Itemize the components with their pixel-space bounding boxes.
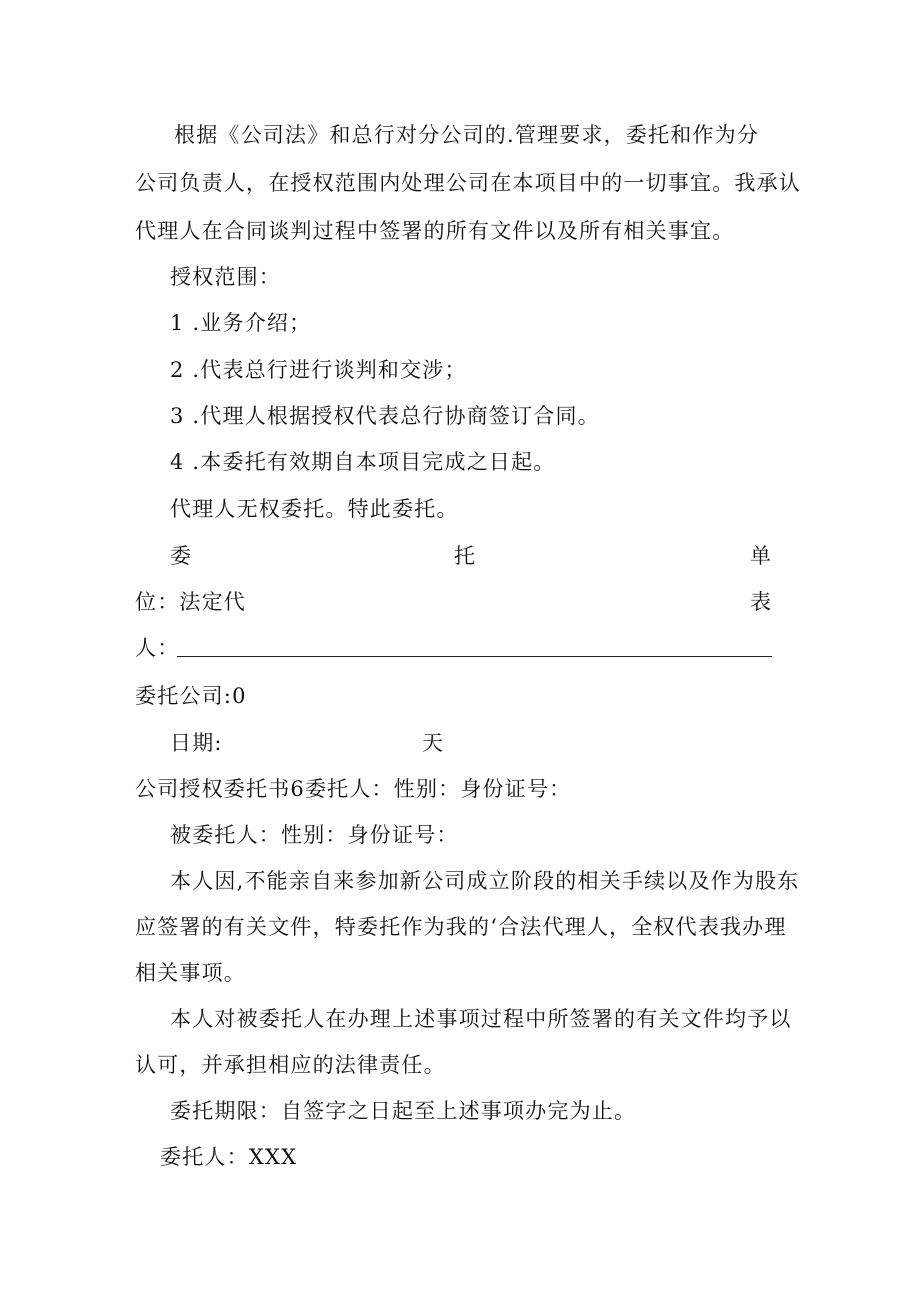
scope-item-4: 4 .本委托有效期自本项目完成之日起。 <box>170 450 556 474</box>
section2-heading-line: 公司授权委托书6委托人：性别：身份证号： <box>135 777 572 801</box>
unit-line-2-right: 表 <box>750 590 773 614</box>
scope-heading: 授权范围： <box>170 265 281 289</box>
no-subdelegation-line: 代理人无权委托。特此委托。 <box>170 497 459 521</box>
unit-char-2: 托 <box>454 544 477 568</box>
intro-line-1: 根据《公司法》和总行对分公司的.管理要求，委托和作为分 <box>174 123 760 147</box>
term-line: 委托期限：自签字之日起至上述事项办完为止。 <box>170 1099 637 1123</box>
section2-para1-line-1: 本人因,不能亲自来参加新公司成立阶段的相关手续以及作为股东 <box>170 869 800 893</box>
day-label: 天 <box>422 731 445 755</box>
principal-line: 委托人：XXX <box>160 1145 298 1169</box>
unit-char-1: 委 <box>170 544 193 568</box>
section2-para2-line-2: 认可，并承担相应的法律责任。 <box>135 1053 446 1077</box>
company-label: 委托公司:0 <box>135 684 247 708</box>
unit-char-3: 单 <box>750 544 773 568</box>
signature-blank-line <box>177 656 772 657</box>
intro-line-3: 代理人在合同谈判过程中签署的所有文件以及所有相关事宜。 <box>135 219 735 243</box>
section2-para1-line-2: 应签署的有关文件，特委托作为我的‘合法代理人，全权代表我办理 <box>135 915 787 939</box>
section2-para2-line-1: 本人对被委托人在办理上述事项过程中所签署的有关文件均予以 <box>170 1007 792 1031</box>
unit-line-2-left: 位：法定代 <box>135 590 246 614</box>
trustee-line: 被委托人：性别：身份证号： <box>170 823 459 847</box>
scope-item-1: 1 .业务介绍； <box>170 311 312 335</box>
section2-para1-line-3: 相关事项。 <box>135 961 246 985</box>
intro-line-2: 公司负责人，在授权范围内处理公司在本项目中的一切事宜。我承认 <box>135 171 801 195</box>
date-label: 日期: <box>170 731 223 755</box>
person-label: 人： <box>135 636 180 660</box>
scope-item-2: 2 .代表总行进行谈判和交涉； <box>170 358 467 382</box>
scope-item-3: 3 .代理人根据授权代表总行协商签订合同。 <box>170 404 600 428</box>
